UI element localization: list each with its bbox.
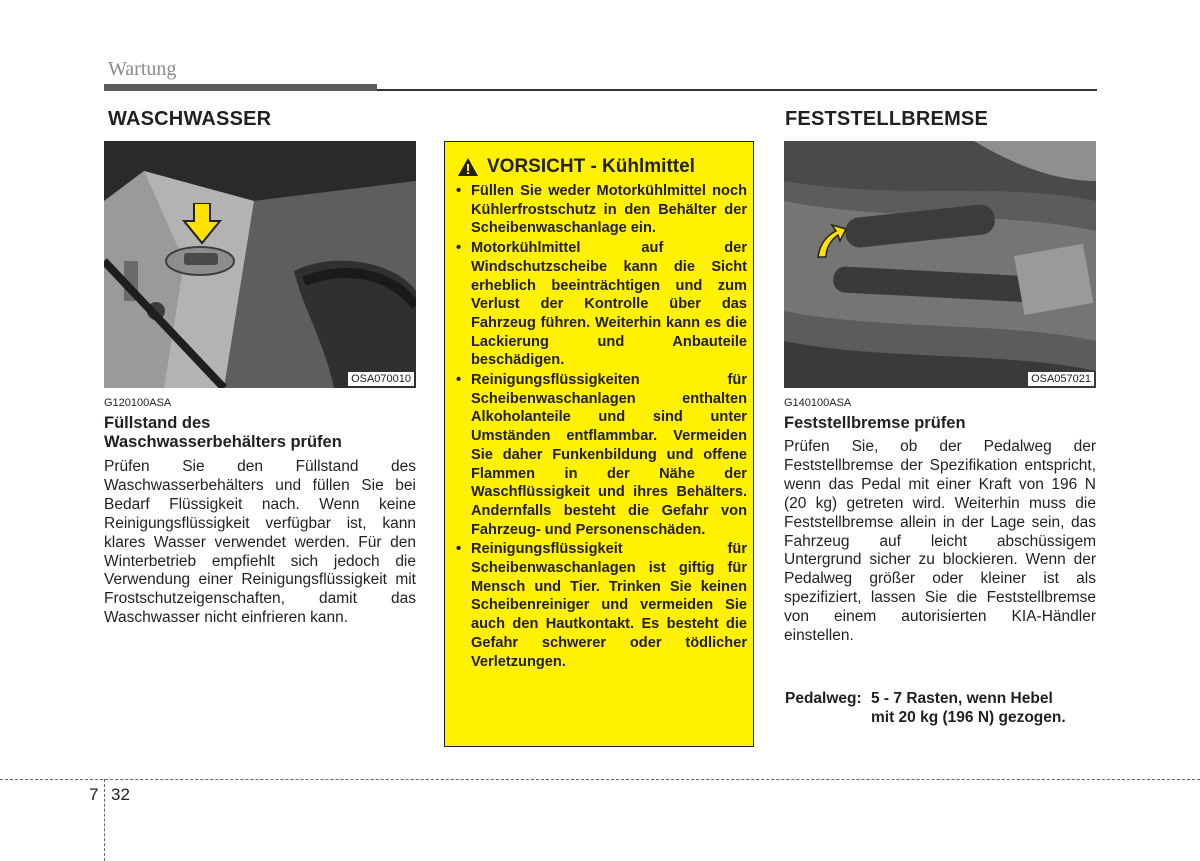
subheading [104, 414, 416, 452]
section-title-waschwasser: WASCHWASSER [108, 108, 272, 130]
subheading: Feststellbremse prüfen [784, 414, 966, 432]
body-paragraph: Prüfen Sie den Füllstand des Waschwasserbehälters und füllen Sie bei Bedarf Flüssigkeit nach. Wenn keine Reinigungsflüssigkeit verfügbar ist, kann klares Wasser verwendet werden. Für den Winterbetrieb empfiehlt sich jedoch die Verwendung einer Reinigungsflüssigkeit mit Frostschutzeigenschaften, damit das Waschwasser nicht einfrieren kann. [104, 458, 416, 627]
section-title-feststellbremse: FESTSTELLBREMSE [785, 108, 989, 130]
pedal-label: Pedalweg: [785, 690, 862, 707]
warning-item: • Reinigungsflüssigkeiten für Scheibenwaschanlagen enthalten Alkoholanteile und sind unter Umständen entflammbar. Vermeiden Sie daher Funkenbildung und offene Flammen in der Nähe der Waschflüssigkeit und ihres Behälters. Andernfalls besteht die Gefahr von Fahrzeug- und Personenschäden. [455, 371, 747, 539]
doc-code: G140100ASA [784, 397, 852, 409]
footer-rule [0, 779, 1200, 780]
body-paragraph: Prüfen Sie, ob der Pedalweg der Feststellbremse der Spezifikation entspricht, wenn das Pedal mit einer Kraft von 196 N (20 kg) getreten wird. Weiterhin muss die Feststellbremse allein in der Lage sein, das Fahrzeug auf leicht abschüssigem Untergrund sicher zu blockieren. Wenn der Pedalweg größer oder kleiner ist als spezifiziert, lassen Sie die Feststellbremse von einem autorisierten KIA-Händler einstellen. [784, 438, 1096, 645]
warning-title-text: VORSICHT - Kühlmittel [487, 156, 695, 177]
arrow-curved-icon [814, 223, 848, 259]
pedal-value: mit 20 kg (196 N) gezogen. [871, 709, 1066, 726]
image-caption: OSA057021 [1028, 372, 1094, 386]
warning-item: • Füllen Sie weder Motorkühlmittel noch Kühlerfrostschutz in den Behälter der Scheibenwaschanlage ein. [455, 182, 747, 238]
chapter-number: 7 [89, 785, 99, 804]
warning-item: • Motorkühlmittel auf der Windschutzscheibe kann die Sicht erheblich beeinträchtigen und zum Verlust der Kontrolle über das Fahrzeug führen. Weiterhin kann es die Lackierung und Anbauteile beschädigen. [455, 239, 747, 370]
warning-box [444, 141, 754, 747]
parking-brake-image [784, 141, 1096, 388]
header-rule [377, 89, 1097, 91]
parking-brake-illustration [784, 141, 1096, 388]
engine-bay-illustration [104, 141, 416, 388]
page-number: 32 [111, 785, 130, 804]
warning-list [455, 182, 747, 672]
chapter-title: Wartung [108, 58, 177, 80]
warning-title [457, 156, 695, 178]
warning-triangle-icon [457, 157, 479, 177]
subheading-line: Füllstand des [104, 414, 211, 432]
arrow-down-icon [182, 203, 222, 245]
doc-code: G120100ASA [104, 397, 172, 409]
pedal-spec [785, 689, 1096, 727]
pedal-value: 5 - 7 Rasten, wenn Hebel [871, 690, 1053, 707]
subheading-line: Waschwasserbehälters prüfen [104, 433, 342, 451]
image-caption: OSA070010 [348, 372, 414, 386]
header-bar [104, 84, 377, 91]
washer-fluid-image [104, 141, 416, 388]
footer-divider [104, 779, 105, 861]
warning-item: • Reinigungsflüssigkeit für Scheibenwaschanlagen ist giftig für Mensch und Tier. Trinken Sie keinen Scheibenreiniger und vermeiden Sie auch den Hautkontakt. Es besteht die Gefahr schwerer oder tödlicher Verletzungen. [455, 540, 747, 671]
